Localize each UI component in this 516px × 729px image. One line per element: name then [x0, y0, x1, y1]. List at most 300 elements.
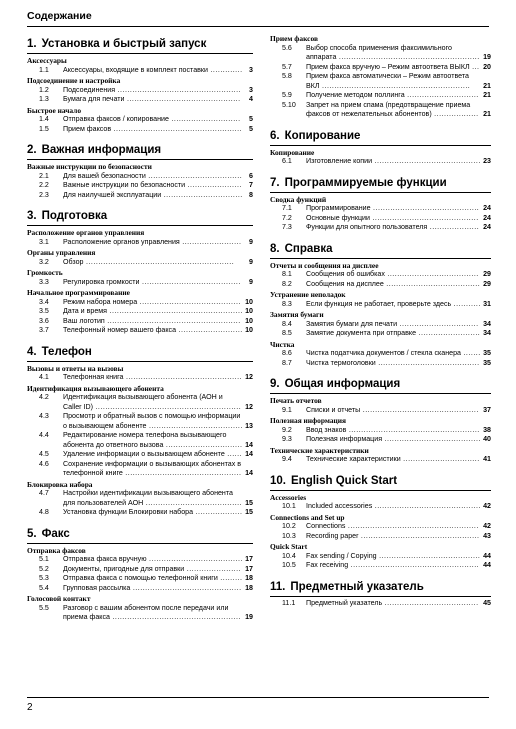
- entry-number: 11.1: [282, 598, 296, 607]
- entry-number: 10.5: [282, 561, 296, 569]
- chapter-heading[interactable]: [270, 474, 491, 491]
- dot-leader: ......................................: [146, 555, 243, 563]
- entry-page-number: 35: [483, 349, 491, 357]
- entry-number: 9.4: [282, 455, 292, 463]
- entry-number: 4.7: [39, 489, 49, 497]
- dot-leader: ....................................................: [109, 613, 241, 621]
- toc-group-heading: Сводка функций: [270, 194, 327, 204]
- toc-right-column: [270, 33, 491, 617]
- entry-number: 10.4: [282, 551, 296, 560]
- dot-leader: ...................: [193, 508, 243, 516]
- toc-entry[interactable]: [27, 584, 253, 594]
- toc-group-heading: Полезная информация: [270, 416, 347, 425]
- toc-entry[interactable]: [27, 450, 253, 460]
- toc-entry[interactable]: [270, 502, 491, 512]
- dot-leader: ......................................................: [104, 316, 241, 325]
- toc-entry[interactable]: [27, 412, 253, 431]
- toc-entry[interactable]: [27, 508, 253, 518]
- entry-page-number: 19: [483, 53, 491, 61]
- chapter-title: Важная информация: [41, 144, 162, 156]
- entry-page-number: 3: [249, 85, 253, 94]
- chapter-number: 3.: [27, 210, 37, 222]
- entry-title: Отправка факса вручную: [63, 555, 147, 563]
- entry-page-number: 45: [483, 598, 491, 607]
- toc-entry[interactable]: [270, 157, 491, 167]
- dot-leader: .........................................: [375, 358, 480, 367]
- chapter-number: 8.: [270, 242, 280, 255]
- toc-entry[interactable]: [27, 66, 253, 76]
- footer-divider: [27, 697, 489, 698]
- chapter-heading[interactable]: [270, 580, 491, 597]
- entry-page-number: 31: [483, 299, 491, 308]
- dot-leader: .......................................: [382, 435, 481, 443]
- entry-number: 8.3: [282, 299, 292, 308]
- dot-leader: ..........................: [176, 326, 243, 334]
- toc-entry[interactable]: [27, 326, 253, 336]
- toc-left-column: [27, 33, 253, 632]
- entry-number: 5.6: [282, 43, 292, 52]
- entry-title: Ввод знаков: [306, 425, 347, 434]
- entry-title: Телефонный номер вашего факса: [63, 326, 177, 334]
- entry-page-number: 10: [245, 307, 253, 315]
- page-number: 2: [27, 702, 33, 713]
- toc-entry[interactable]: [27, 489, 253, 508]
- entry-number: 9.3: [282, 435, 292, 443]
- entry-number: 3.6: [39, 316, 49, 325]
- entry-number: 8.4: [282, 319, 292, 328]
- dot-leader: .........: [217, 574, 243, 582]
- entry-page-number: 3: [249, 65, 253, 74]
- toc-chapter-section: [27, 143, 253, 200]
- toc-group-heading: Технические характеристики: [270, 445, 369, 455]
- entry-page-number: 43: [483, 531, 491, 540]
- entry-title: Редактирование номера телефона вызывающего абонента до ответного вызова: [63, 431, 227, 449]
- entry-number: 4.5: [39, 450, 49, 458]
- entry-number: 4.8: [39, 508, 49, 516]
- toc-entry[interactable]: [27, 431, 253, 450]
- toc-entry[interactable]: [270, 455, 491, 465]
- entry-title: Если функция не работает, проверьте здесь: [306, 299, 452, 308]
- entry-page-number: 34: [483, 319, 491, 328]
- toc-group-heading: Идентификация вызывающего абонента: [27, 383, 164, 393]
- toc-entry[interactable]: [270, 63, 491, 73]
- entry-title: Запрет на прием спама (предотвращение приема факсов от нежелательных абонентов): [306, 100, 471, 118]
- entry-number: 4.6: [39, 459, 49, 468]
- toc-chapter-section: [27, 345, 253, 518]
- chapter-number: 9.: [270, 378, 280, 390]
- entry-title: Списки и отчеты: [306, 405, 361, 414]
- toc-group-heading: Quick Start: [270, 542, 308, 551]
- entry-page-number: 29: [483, 270, 491, 278]
- toc-group-heading: Громкость: [27, 268, 63, 277]
- dot-leader: ...........................................: [369, 213, 479, 222]
- toc-entry[interactable]: [27, 115, 253, 125]
- toc-entry[interactable]: [270, 349, 491, 359]
- toc-entry[interactable]: [27, 604, 253, 623]
- entry-page-number: 24: [483, 223, 491, 231]
- toc-group-heading: Начальное программирование: [27, 288, 130, 297]
- toc-entry[interactable]: [27, 565, 253, 575]
- entry-page-number: 9: [249, 277, 253, 286]
- entry-number: 5.1: [39, 555, 49, 563]
- chapter-number: 2.: [27, 144, 37, 156]
- entry-page-number: 18: [245, 574, 253, 582]
- entry-number: 1.5: [39, 124, 49, 133]
- chapter-number: 7.: [270, 176, 280, 189]
- chapter-number: 1.: [27, 38, 37, 50]
- dot-leader: ......................................: [382, 598, 479, 607]
- dot-leader: ............................: [168, 115, 241, 123]
- entry-title: Функции для опытного пользователя: [306, 223, 428, 231]
- dot-leader: ...............................: [400, 455, 480, 463]
- toc-chapter-section: [27, 37, 253, 134]
- entry-page-number: 44: [483, 561, 491, 569]
- chapter-heading[interactable]: [270, 176, 491, 193]
- toc-group-heading: Важные инструкции по безопасности: [27, 162, 152, 171]
- dot-leader: ............................................: [130, 583, 242, 592]
- chapter-title: Телефон: [41, 345, 92, 358]
- chapter-heading[interactable]: [270, 242, 491, 259]
- entry-number: 1.4: [39, 115, 49, 123]
- entry-page-number: 44: [483, 551, 491, 560]
- entry-number: 4.4: [39, 431, 49, 439]
- toc-chapter-section: [270, 34, 491, 120]
- toc-entry[interactable]: [270, 72, 491, 91]
- entry-page-number: 13: [245, 421, 253, 430]
- dot-leader: .........................................: [137, 297, 241, 306]
- chapter-title: Факс: [41, 527, 70, 540]
- dot-leader: .........................................................: [336, 53, 480, 61]
- entry-title: Основные функции: [306, 213, 370, 222]
- toc-entry[interactable]: [270, 320, 491, 330]
- toc-entry[interactable]: [270, 599, 491, 609]
- page-title: Содержание: [27, 10, 92, 22]
- toc-entry[interactable]: [270, 359, 491, 369]
- entry-page-number: 9: [249, 237, 253, 246]
- toc-entry[interactable]: [27, 574, 253, 584]
- dot-leader: ....................................................: [348, 561, 480, 569]
- toc-group-heading: Подсоединение и настройка: [27, 76, 121, 85]
- dot-leader: ...........................................................: [92, 402, 242, 411]
- entry-title: Дата и время: [63, 307, 107, 315]
- entry-title: Предметный указатель: [306, 598, 383, 607]
- entry-page-number: 5: [249, 115, 253, 123]
- chapter-number: 5.: [27, 527, 37, 540]
- entry-number: 6.1: [282, 157, 292, 165]
- dot-leader: ............................................................: [319, 81, 471, 90]
- entry-number: 2.2: [39, 181, 49, 189]
- entry-page-number: 5: [249, 124, 253, 133]
- entry-number: 1.2: [39, 85, 49, 94]
- entry-number: 2.1: [39, 171, 49, 180]
- entry-title: Для вашей безопасности: [63, 171, 146, 180]
- toc-entry[interactable]: [27, 86, 253, 96]
- toc-entry[interactable]: [27, 317, 253, 327]
- entry-title: Connections: [306, 522, 346, 530]
- chapter-title: Установка и быстрый запуск: [41, 38, 207, 50]
- toc-group-heading: Вызовы и ответы на вызовы: [27, 363, 124, 373]
- chapter-heading[interactable]: [27, 527, 253, 544]
- toc-group-heading: Прием факсов: [270, 34, 318, 43]
- toc-entry[interactable]: [270, 522, 491, 532]
- entry-number: 5.4: [39, 583, 49, 592]
- entry-page-number: 12: [245, 373, 253, 381]
- toc-group-heading: Отчеты и сообщения на дисплее: [270, 260, 379, 270]
- entry-title: Идентификация вызывающего абонента (АОН и Caller ID): [63, 393, 223, 411]
- chapter-title: Копирование: [284, 129, 361, 142]
- chapter-number: 11.: [270, 580, 286, 593]
- entry-page-number: 10: [245, 297, 253, 306]
- entry-title: Included accessories: [306, 502, 373, 510]
- entry-page-number: 9: [249, 257, 253, 266]
- toc-group-heading: Расположение органов управления: [27, 228, 145, 237]
- entry-number: 10.2: [282, 522, 296, 530]
- toc-entry[interactable]: [270, 214, 491, 224]
- entry-number: 7.3: [282, 223, 292, 231]
- toc-entry[interactable]: [270, 426, 491, 436]
- entry-title: Полезная информация: [306, 435, 383, 443]
- entry-number: 3.4: [39, 297, 49, 306]
- entry-page-number: 37: [483, 405, 491, 414]
- entry-number: 8.6: [282, 349, 292, 357]
- dot-leader: ......................................................: [107, 307, 243, 315]
- entry-title: Настройки идентификации вызывающего абонента для пользователей АОН: [63, 489, 233, 507]
- toc-entry[interactable]: [270, 552, 491, 562]
- toc-entry[interactable]: [270, 329, 491, 339]
- toc-group-heading: Аксессуары: [27, 56, 67, 65]
- entry-page-number: 4: [249, 95, 253, 103]
- toc-group-heading: Органы управления: [27, 248, 96, 257]
- entry-title: Установка функции Блокировки набора: [63, 508, 194, 516]
- entry-title: Регулировка громкости: [63, 277, 140, 286]
- chapter-heading[interactable]: [27, 345, 253, 362]
- toc-entry[interactable]: [27, 238, 253, 248]
- entry-title: Recording paper: [306, 531, 359, 540]
- dot-leader: ........................................: [139, 277, 241, 286]
- entry-number: 4.2: [39, 393, 49, 401]
- entry-title: Документы, пригодные для отправки: [63, 564, 185, 573]
- entry-number: 10.1: [282, 502, 296, 510]
- entry-page-number: 21: [483, 91, 491, 99]
- toc-entry[interactable]: [27, 278, 253, 288]
- toc-group-heading: Голосовой контакт: [27, 594, 91, 603]
- entry-title: Fax receiving: [306, 561, 349, 569]
- entry-number: 5.10: [282, 100, 296, 109]
- entry-page-number: 6: [249, 171, 253, 180]
- dot-leader: ..................: [431, 110, 479, 118]
- entry-page-number: 17: [245, 555, 253, 563]
- entry-title: Получение методом поллинга: [306, 91, 405, 99]
- toc-entry[interactable]: [27, 191, 253, 201]
- dot-leader: ................................: [161, 190, 243, 199]
- entry-title: Бумага для печати: [63, 95, 125, 103]
- toc-entry[interactable]: [270, 44, 491, 63]
- dot-leader: ...............................................: [123, 373, 243, 381]
- entry-title: Групповая рассылка: [63, 583, 131, 592]
- entry-title: Подсоединения: [63, 85, 116, 94]
- chapter-heading[interactable]: [270, 377, 491, 394]
- dot-leader: ................................: [397, 319, 479, 328]
- toc-entry[interactable]: [27, 555, 253, 565]
- toc-group-heading: Отправка факсов: [27, 545, 86, 555]
- toc-entry[interactable]: [27, 460, 253, 479]
- toc-entry[interactable]: [270, 561, 491, 571]
- entry-number: 10.3: [282, 531, 296, 540]
- toc-entry[interactable]: [270, 406, 491, 416]
- entry-page-number: 41: [483, 455, 491, 463]
- dot-leader: .......................................: [143, 498, 243, 507]
- entry-number: 1.3: [39, 95, 49, 103]
- dot-leader: .....................................................: [346, 425, 480, 434]
- chapter-heading[interactable]: [27, 209, 253, 226]
- toc-group-heading: Печать отчетов: [270, 396, 322, 405]
- entry-page-number: 42: [483, 522, 491, 530]
- entry-title: Для наилучшей эксплуатации: [63, 190, 162, 199]
- chapter-title: Справка: [284, 242, 333, 255]
- toc-entry[interactable]: [270, 435, 491, 445]
- entry-title: Программирование: [306, 204, 371, 212]
- toc-chapter-section: [270, 377, 491, 465]
- entry-page-number: 21: [483, 81, 491, 90]
- dot-leader: ...........................................: [372, 502, 481, 510]
- entry-number: 8.7: [282, 358, 292, 367]
- entry-title: Прием факса автоматически – Режим автоответа ВКЛ: [306, 72, 469, 90]
- entry-number: 8.1: [282, 270, 292, 278]
- toc-entry[interactable]: [27, 95, 253, 105]
- entry-number: 9.2: [282, 425, 292, 434]
- entry-number: 5.2: [39, 564, 49, 573]
- entry-number: 4.3: [39, 412, 49, 420]
- entry-title: Замятия бумаги для печати: [306, 319, 398, 328]
- entry-title: Чистка термоголовки: [306, 358, 376, 367]
- entry-page-number: 40: [483, 435, 491, 443]
- toc-entry[interactable]: [270, 270, 491, 280]
- chapter-heading[interactable]: [270, 129, 491, 146]
- entry-page-number: 15: [245, 498, 253, 507]
- dot-leader: ............................................................: [83, 257, 235, 266]
- entry-number: 8.2: [282, 279, 292, 288]
- toc-entry[interactable]: [27, 298, 253, 308]
- toc-entry[interactable]: [27, 393, 253, 412]
- entry-page-number: 24: [483, 204, 491, 212]
- chapter-heading[interactable]: [27, 143, 253, 160]
- dot-leader: ......................: [184, 564, 242, 573]
- dot-leader: .............................: [404, 91, 479, 99]
- toc-entry[interactable]: [270, 204, 491, 214]
- chapter-number: 4.: [27, 345, 37, 358]
- entry-number: 5.9: [282, 91, 292, 99]
- dot-leader: .............: [207, 65, 243, 74]
- entry-page-number: 19: [245, 613, 253, 621]
- toc-chapter-section: [270, 580, 491, 609]
- entry-page-number: 14: [245, 440, 253, 449]
- toc-entry[interactable]: [270, 532, 491, 542]
- entry-title: Сообщения об ошибках: [306, 270, 385, 278]
- entry-page-number: 35: [483, 358, 491, 367]
- entry-page-number: 17: [245, 564, 253, 573]
- dot-leader: ....................................................: [111, 124, 243, 133]
- toc-entry[interactable]: [270, 223, 491, 233]
- dot-leader: ...: [469, 62, 480, 71]
- entry-number: 2.3: [39, 190, 49, 199]
- entry-number: 1.1: [39, 65, 49, 74]
- toc-group-heading: Чистка: [270, 339, 295, 349]
- dot-leader: ...........................................: [372, 157, 481, 165]
- toc-entry[interactable]: [27, 181, 253, 191]
- entry-number: 3.1: [39, 237, 49, 246]
- entry-title: Изготовление копии: [306, 157, 373, 165]
- entry-page-number: 14: [245, 469, 253, 477]
- toc-chapter-section: [270, 242, 491, 369]
- entry-title: Ваш логотип: [63, 316, 105, 325]
- chapter-number: 10.: [270, 474, 286, 487]
- toc-group-heading: Блокировка набора: [27, 479, 93, 489]
- entry-number: 4.1: [39, 373, 49, 381]
- entry-title: Выбор способа применения факсимильного аппарата: [306, 43, 452, 61]
- dot-leader: ...............................................: [360, 405, 479, 414]
- entry-number: 5.8: [282, 72, 292, 80]
- chapter-title: Общая информация: [284, 378, 401, 390]
- entry-page-number: 24: [483, 213, 491, 222]
- chapter-title: English Quick Start: [291, 474, 398, 487]
- toc-entry[interactable]: [270, 280, 491, 290]
- toc-group-heading: Accessories: [270, 492, 307, 502]
- entry-page-number: 8: [249, 190, 253, 199]
- toc-chapter-section: [270, 474, 491, 571]
- chapter-heading[interactable]: [27, 37, 253, 54]
- entry-title: Технические характеристики: [306, 455, 401, 463]
- entry-title: Отправка факсов / копирование: [63, 115, 169, 123]
- toc-chapter-section: [270, 176, 491, 233]
- toc-chapter-section: [27, 527, 253, 623]
- toc-entry[interactable]: [27, 373, 253, 383]
- toc-entry[interactable]: [270, 101, 491, 120]
- toc-entry[interactable]: [27, 307, 253, 317]
- entry-title: Режим набора номера: [63, 297, 138, 306]
- entry-title: Fax sending / Copying: [306, 551, 377, 560]
- dot-leader: ....................: [427, 223, 480, 231]
- dot-leader: ......................................: [383, 279, 481, 288]
- dot-leader: .....................................: [384, 270, 479, 278]
- entry-number: 7.1: [282, 204, 292, 212]
- toc-entry[interactable]: [27, 125, 253, 135]
- entry-title: Аксессуары, входящие в комплект поставки: [63, 65, 208, 74]
- dot-leader: .........................: [416, 329, 481, 337]
- toc-entry[interactable]: [270, 300, 491, 310]
- dot-leader: .........................................: [376, 551, 481, 560]
- entry-title: Расположение органов управления: [63, 237, 180, 246]
- entry-page-number: 10: [245, 326, 253, 334]
- entry-page-number: 10: [245, 316, 253, 325]
- entry-number: 5.7: [282, 62, 292, 71]
- toc-entry[interactable]: [27, 258, 253, 268]
- entry-title: Важные инструкции по безопасности: [63, 181, 186, 189]
- entry-number: 3.5: [39, 307, 49, 315]
- entry-title: Удаление информации о вызывающем абоненте: [63, 450, 225, 458]
- dot-leader: ...............................: [163, 440, 243, 449]
- entry-number: 3.2: [39, 257, 49, 266]
- entry-page-number: 18: [245, 583, 253, 592]
- dot-leader: ..................................................: [115, 85, 242, 94]
- toc-group-heading: Быстрое начало: [27, 105, 82, 115]
- toc-entry[interactable]: [27, 172, 253, 182]
- entry-page-number: 38: [483, 425, 491, 434]
- entry-title: Просмотр и обратный вызов с помощью информации о вызывающем абоненте: [63, 412, 241, 430]
- entry-number: 5.5: [39, 603, 49, 612]
- toc-entry[interactable]: [270, 91, 491, 101]
- entry-title: Обзор: [63, 257, 84, 266]
- entry-page-number: 42: [483, 502, 491, 510]
